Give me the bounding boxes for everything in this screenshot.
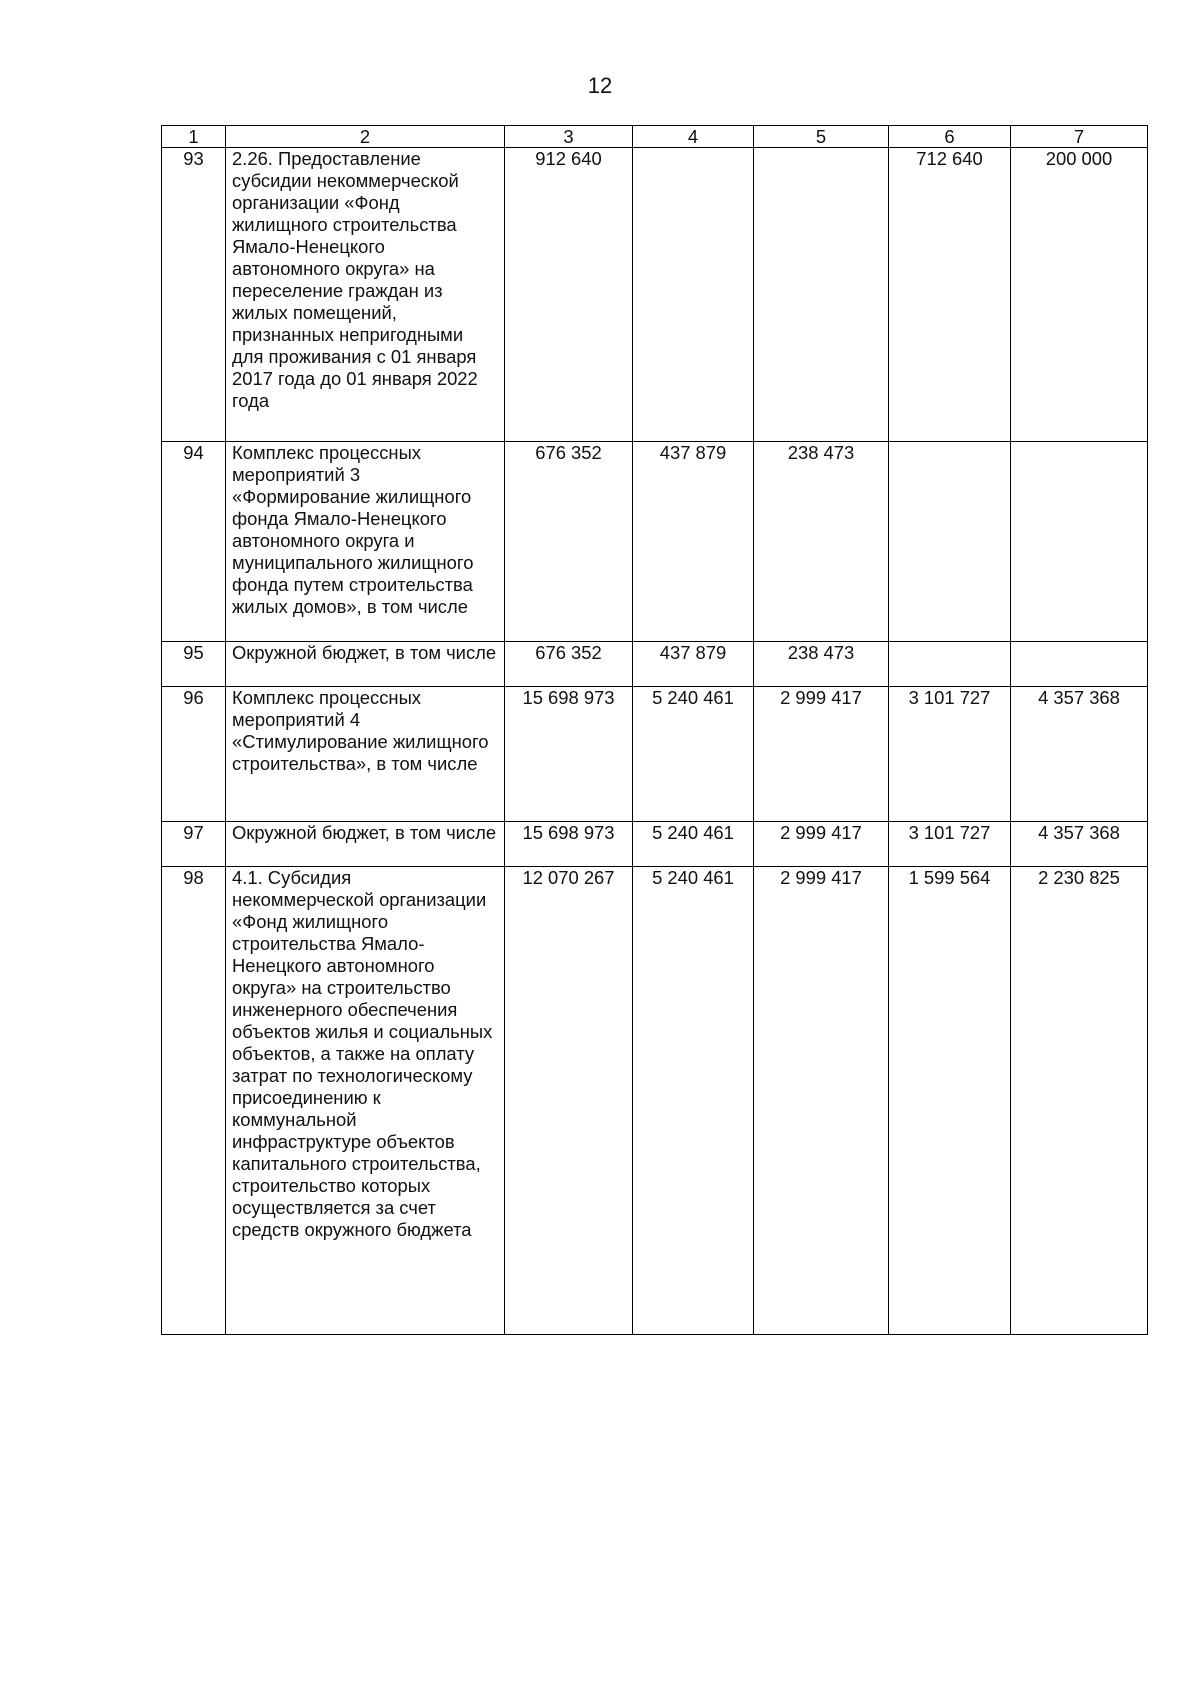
cell-col-3: 15 698 973 — [505, 822, 633, 867]
cell-col-5: 2 999 417 — [754, 822, 889, 867]
table-row — [162, 442, 1148, 642]
column-header: 4 — [633, 126, 754, 148]
page-number: 12 — [587, 73, 613, 98]
cell-col-4: 437 879 — [633, 642, 754, 687]
cell-col-3: 12 070 267 — [505, 867, 633, 1335]
cell-col-7: 4 357 368 — [1011, 687, 1148, 822]
row-name: Комплекс процессных мероприятий 3 «Формирование жилищного фонда Ямало-Ненецкого автономного округа и муниципального жилищного фонда путем строительства жилых домов», в том числе — [226, 442, 505, 642]
row-name: Окружной бюджет, в том числе — [226, 822, 505, 867]
column-header: 1 — [162, 126, 226, 148]
row-name: Окружной бюджет, в том числе — [226, 642, 505, 687]
row-number: 97 — [162, 822, 226, 867]
cell-col-6: 3 101 727 — [889, 822, 1011, 867]
cell-col-6: 3 101 727 — [889, 687, 1011, 822]
cell-col-4 — [633, 148, 754, 442]
cell-col-6: 712 640 — [889, 148, 1011, 442]
column-header: 6 — [889, 126, 1011, 148]
cell-col-6: 1 599 564 — [889, 867, 1011, 1335]
cell-col-3: 676 352 — [505, 442, 633, 642]
cell-col-5: 2 999 417 — [754, 687, 889, 822]
column-header: 5 — [754, 126, 889, 148]
cell-col-3: 912 640 — [505, 148, 633, 442]
cell-col-6 — [889, 642, 1011, 687]
budget-table — [161, 125, 1148, 1335]
cell-col-4: 437 879 — [633, 442, 754, 642]
cell-col-3: 676 352 — [505, 642, 633, 687]
row-number: 98 — [162, 867, 226, 1335]
table-row — [162, 642, 1148, 687]
row-name: 2.26. Предоставление субсидии некоммерческой организации «Фонд жилищного строительства Ямало-Ненецкого автономного округа» на переселение граждан из жилых помещений, признанных непригодными для проживания с 01 января 2017 года до 01 января 2022 года — [226, 148, 505, 442]
row-number: 95 — [162, 642, 226, 687]
cell-col-5 — [754, 148, 889, 442]
cell-col-7: 4 357 368 — [1011, 822, 1148, 867]
column-header: 7 — [1011, 126, 1148, 148]
row-number: 94 — [162, 442, 226, 642]
cell-col-4: 5 240 461 — [633, 687, 754, 822]
cell-col-5: 238 473 — [754, 642, 889, 687]
table-row — [162, 822, 1148, 867]
row-name: 4.1. Субсидия некоммерческой организации «Фонд жилищного строительства Ямало-Ненецкого автономного округа» на строительство инженерного обеспечения объектов жилья и социальных объектов, а также на оплату затрат по технологическому присоединению к коммунальной инфраструктуре объектов капитального строительства, строительство которых осуществляется за счет средств окружного бюджета — [226, 867, 505, 1335]
table-row — [162, 148, 1148, 442]
table-row — [162, 867, 1148, 1335]
cell-col-4: 5 240 461 — [633, 867, 754, 1335]
cell-col-6 — [889, 442, 1011, 642]
cell-col-3: 15 698 973 — [505, 687, 633, 822]
table-row — [162, 687, 1148, 822]
row-number: 96 — [162, 687, 226, 822]
cell-col-5: 2 999 417 — [754, 867, 889, 1335]
cell-col-5: 238 473 — [754, 442, 889, 642]
cell-col-7: 2 230 825 — [1011, 867, 1148, 1335]
cell-col-4: 5 240 461 — [633, 822, 754, 867]
cell-col-7: 200 000 — [1011, 148, 1148, 442]
cell-col-7 — [1011, 442, 1148, 642]
cell-col-7 — [1011, 642, 1148, 687]
row-name: Комплекс процессных мероприятий 4 «Стимулирование жилищного строительства», в том числе — [226, 687, 505, 822]
column-header: 2 — [226, 126, 505, 148]
column-header-row — [162, 126, 1148, 148]
row-number: 93 — [162, 148, 226, 442]
column-header: 3 — [505, 126, 633, 148]
